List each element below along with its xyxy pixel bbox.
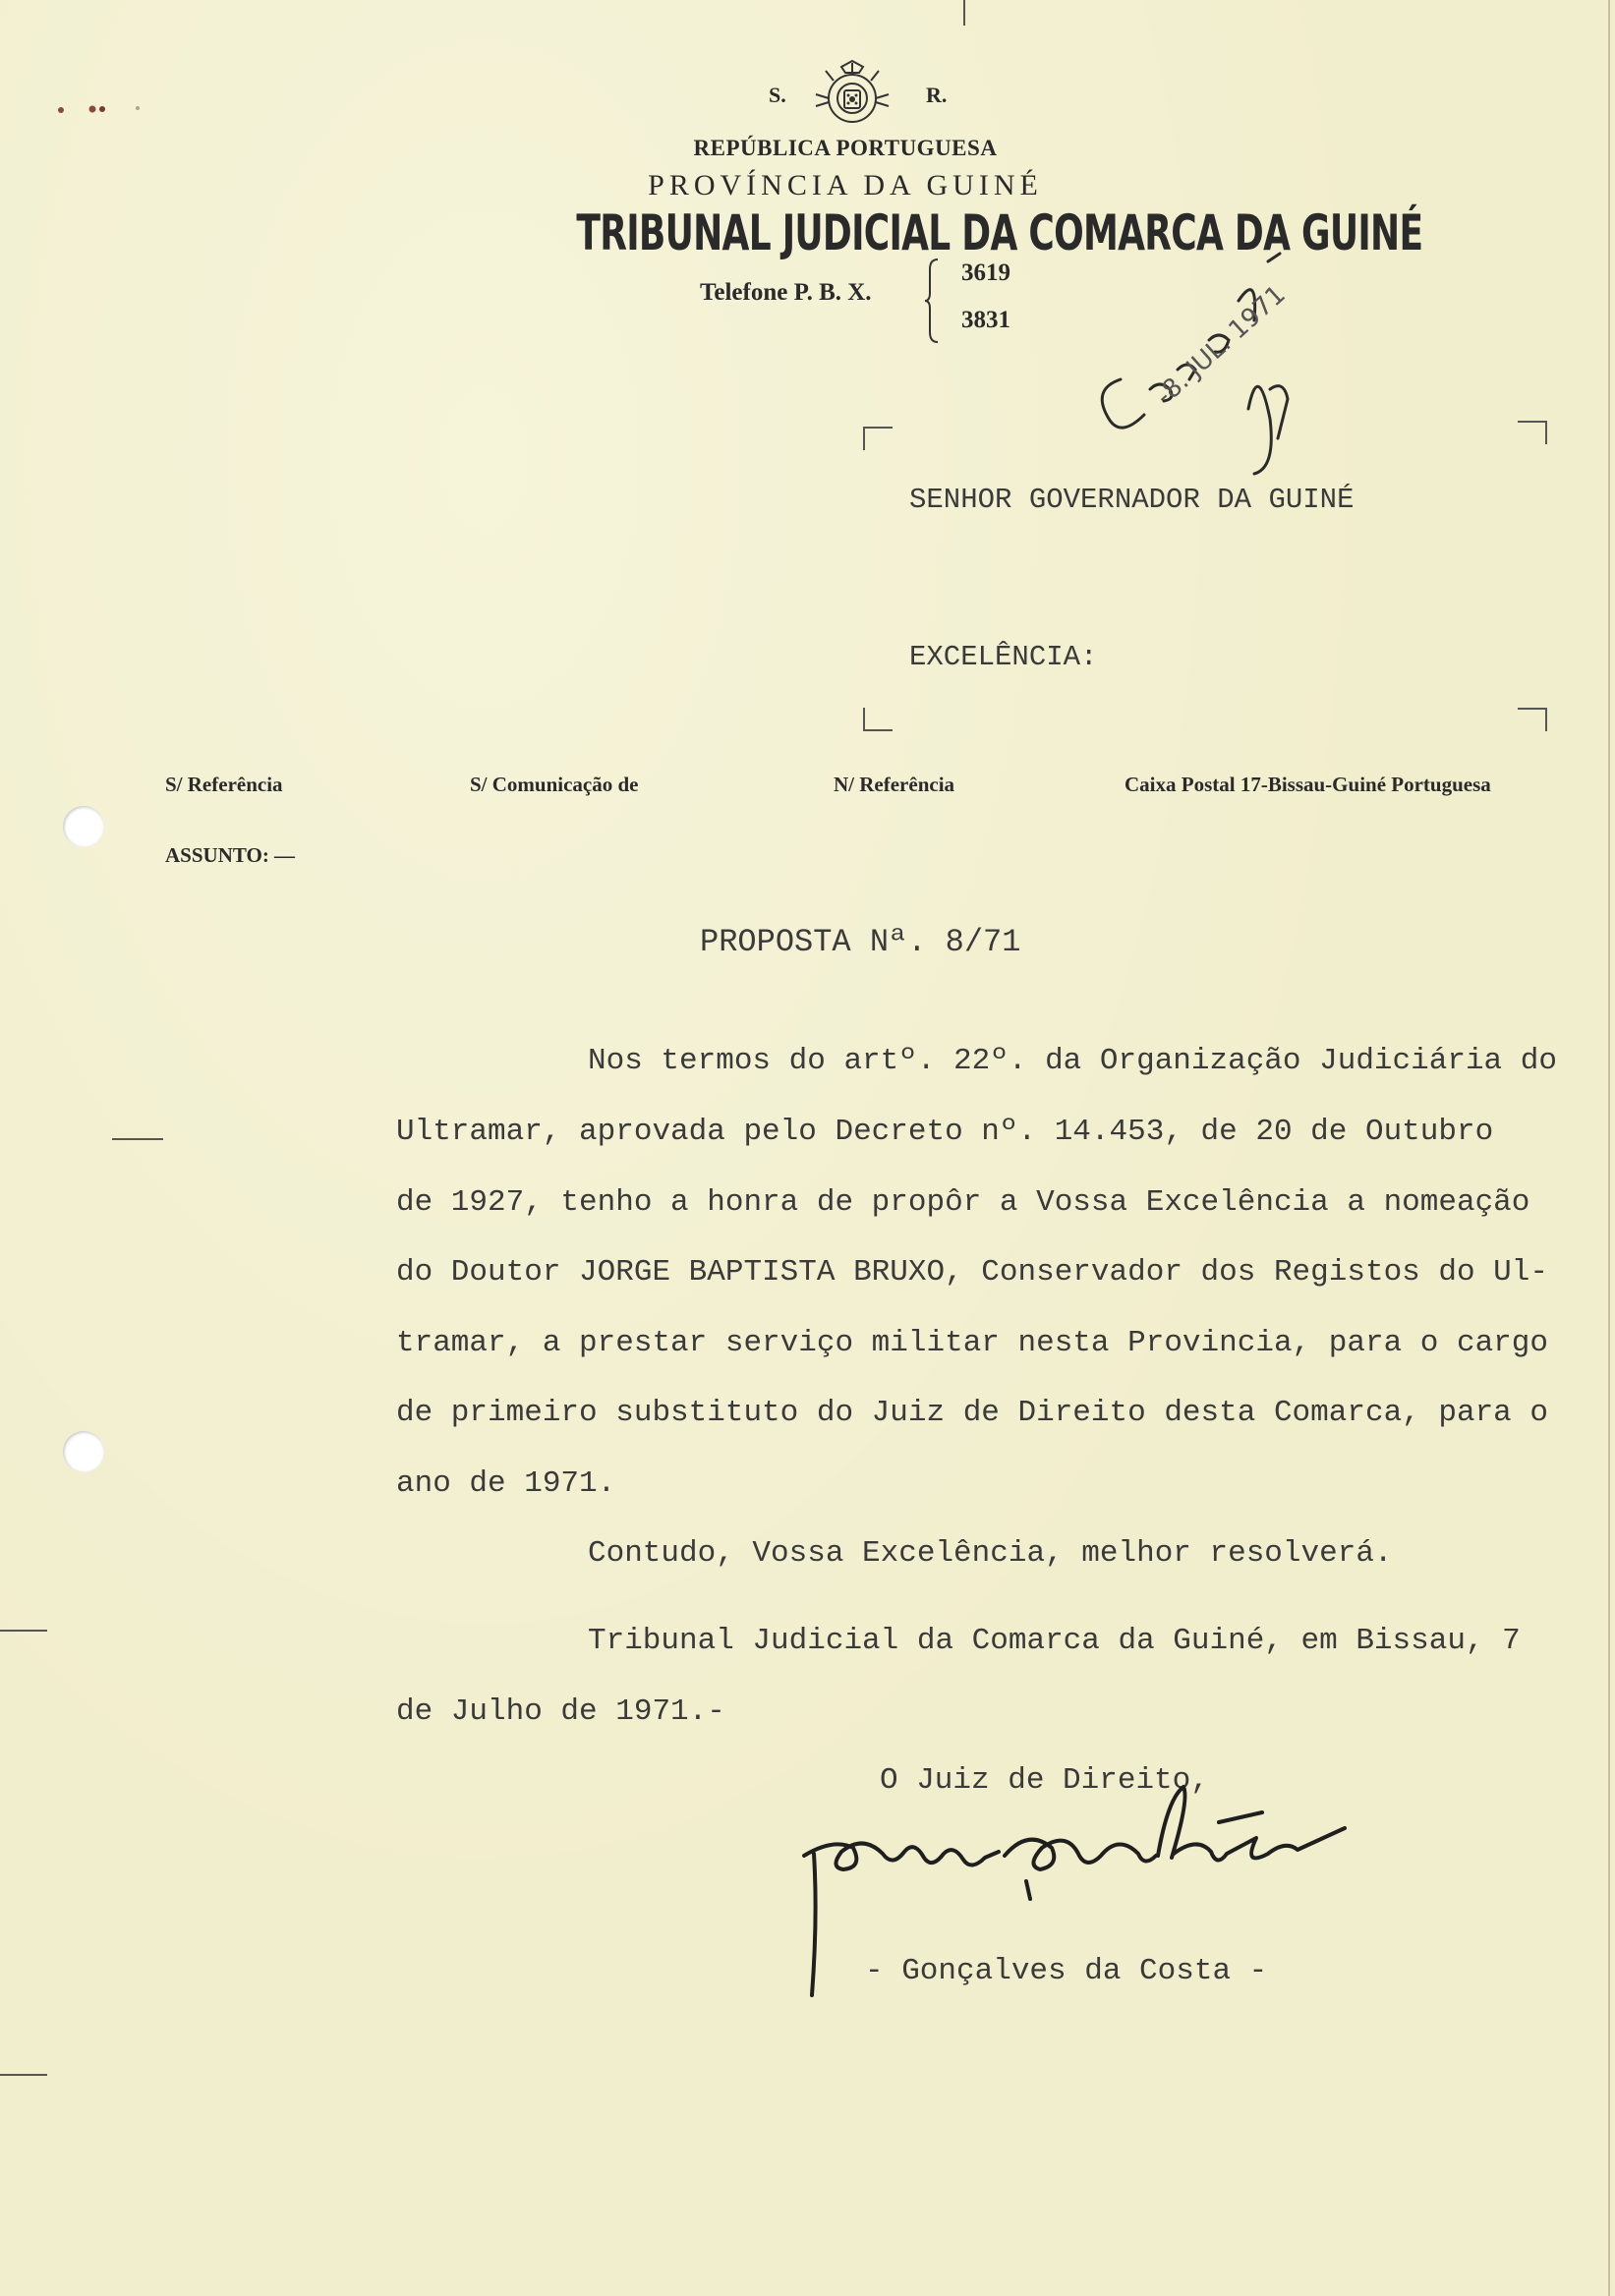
address-window-corner-bl	[863, 708, 893, 731]
punch-hole	[63, 1431, 104, 1472]
date-stamp: -8. JUL. 1971	[1150, 279, 1292, 412]
proposal-title: PROPOSTA Nª. 8/71	[700, 924, 1021, 960]
salutation: EXCELÊNCIA:	[909, 641, 1098, 673]
postal-box: Caixa Postal 17-Bissau-Guiné Portuguesa	[1125, 773, 1491, 796]
paragraph-line: ano de 1971.	[396, 1466, 616, 1501]
addressee: SENHOR GOVERNADOR DA GUINÉ	[909, 484, 1355, 516]
letterhead-tribunal: TRIBUNAL JUDICIAL DA COMARCA DA GUINÉ	[576, 204, 1423, 261]
letterhead-republic: REPÚBLICA PORTUGUESA	[693, 136, 998, 160]
address-window-corner-tl	[863, 427, 893, 450]
phone-number-1: 3619	[961, 259, 1010, 286]
your-reference-label: S/ Referência	[165, 773, 283, 796]
closing-line: Contudo, Vossa Excelência, melhor resolverá.	[588, 1536, 1393, 1571]
paragraph-line: tramar, a prestar serviço militar nesta Provincia, para o cargo	[396, 1326, 1548, 1360]
place-date-line: Tribunal Judicial da Comarca da Guiné, em Bissau, 7	[588, 1624, 1521, 1658]
signatory-title: O Juiz de Direito,	[880, 1763, 1209, 1798]
brace-icon	[924, 258, 940, 344]
margin-mark	[0, 1630, 47, 1632]
punch-hole	[63, 806, 104, 847]
signatory-name: - Gonçalves da Costa -	[865, 1954, 1268, 1988]
ink-specks	[55, 102, 145, 116]
our-reference-label: N/ Referência	[834, 773, 955, 796]
place-date-line: de Julho de 1971.-	[396, 1694, 725, 1729]
phone-label: Telefone P. B. X.	[700, 279, 872, 306]
address-window-corner-tr	[1518, 421, 1547, 444]
coat-of-arms-icon	[812, 57, 893, 134]
paragraph-line: de 1927, tenho a honra de propôr a Vossa Excelência a nomeação	[396, 1185, 1530, 1220]
margin-mark	[0, 2074, 47, 2076]
paragraph-line: Nos termos do artº. 22º. da Organização Judiciária do	[588, 1044, 1557, 1078]
paragraph-line: Ultramar, aprovada pelo Decreto nº. 14.453, de 20 de Outubro	[396, 1115, 1494, 1149]
paragraph-line: de primeiro substituto do Juiz de Direito desta Comarca, para o	[396, 1396, 1548, 1430]
margin-mark	[112, 1138, 163, 1140]
subject-label: ASSUNTO: —	[165, 843, 296, 867]
letterhead-province: PROVÍNCIA DA GUINÉ	[648, 169, 1043, 201]
fold-mark	[963, 0, 965, 26]
your-communication-label: S/ Comunicação de	[470, 773, 639, 796]
page-edge-shadow	[1608, 0, 1610, 2296]
paragraph-line: do Doutor JORGE BAPTISTA BRUXO, Conservador dos Registos do Ul-	[396, 1255, 1548, 1290]
letterhead-sr-left: S.	[769, 83, 786, 107]
letterhead-sr-right: R.	[926, 83, 948, 107]
address-window-corner-br	[1518, 708, 1547, 731]
phone-number-2: 3831	[961, 307, 1010, 333]
